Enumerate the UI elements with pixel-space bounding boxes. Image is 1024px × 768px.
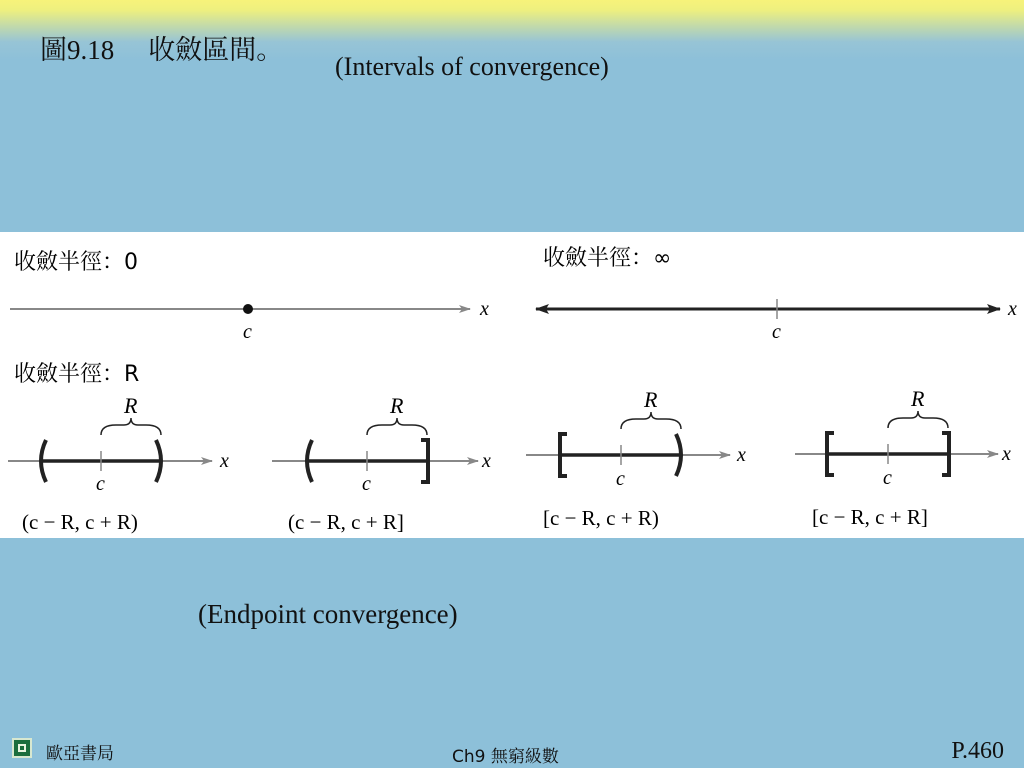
page-number: P.460 xyxy=(951,738,1004,764)
interval-notation: [c − R, c + R) xyxy=(543,506,659,530)
center-label: c xyxy=(883,467,892,489)
figure-title: 收斂區間。 xyxy=(148,35,284,65)
interval-open-open xyxy=(8,393,229,534)
endpoint-caption: (Endpoint convergence) xyxy=(198,599,458,629)
radius-brace xyxy=(621,412,681,429)
convergence-diagram xyxy=(0,232,1024,538)
interval-notation: [c − R, c + R] xyxy=(812,505,928,529)
interval-closed-open xyxy=(526,387,746,530)
publisher-name: 歐亞書局 xyxy=(46,744,114,764)
diagram-svg xyxy=(0,232,1024,538)
radius-brace xyxy=(101,418,161,435)
interval-notation: (c − R, c + R] xyxy=(288,510,404,534)
slide-title xyxy=(40,28,283,67)
x-axis-label: x xyxy=(220,450,229,472)
interval-notation: (c − R, c + R) xyxy=(22,510,138,534)
interval-open-closed xyxy=(272,393,491,534)
radius-brace xyxy=(367,418,427,435)
center-label: c xyxy=(243,321,252,343)
center-label: c xyxy=(362,473,371,495)
radius-label: R xyxy=(124,393,138,418)
radius-label: R xyxy=(644,387,658,412)
center-label: c xyxy=(616,468,625,490)
radius-label: R xyxy=(911,386,925,411)
x-axis-label: x xyxy=(480,298,489,320)
center-label: c xyxy=(772,321,781,343)
radius-infinity-heading: 收斂半徑：∞ xyxy=(543,246,672,271)
figure-number: 圖9.18 xyxy=(40,35,115,65)
center-label: c xyxy=(96,473,105,495)
radius-label: R xyxy=(390,393,404,418)
radius-brace xyxy=(888,411,948,428)
center-point xyxy=(243,304,253,314)
chapter-label: Ch9 無窮級數 xyxy=(452,747,559,767)
x-axis-label: x xyxy=(737,444,746,466)
interval-closed-closed xyxy=(795,386,1011,529)
x-axis-label: x xyxy=(1008,298,1017,320)
radius-zero-heading: 收斂半徑：0 xyxy=(14,250,138,275)
x-axis-label: x xyxy=(482,450,491,472)
x-axis-label: x xyxy=(1002,443,1011,465)
figure-subtitle: (Intervals of convergence) xyxy=(335,52,609,81)
radius-r-heading: 收斂半徑：R xyxy=(14,362,140,387)
publisher-logo-icon xyxy=(12,738,32,758)
slide-footer xyxy=(0,733,1024,768)
